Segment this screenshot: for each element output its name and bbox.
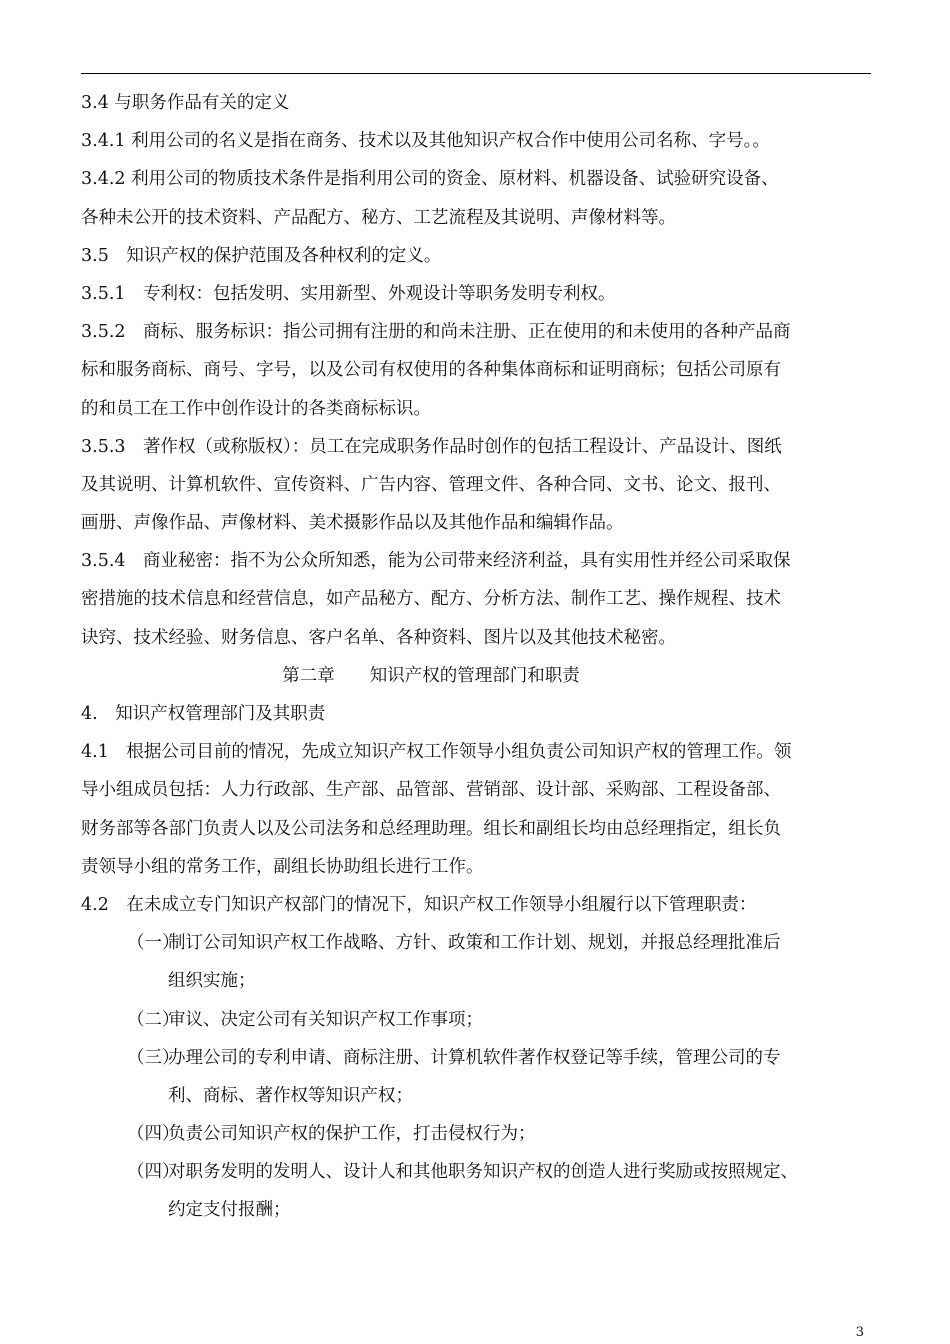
para-line: 密措施的技术信息和经营信息，如产品秘方、配方、分析方法、制作工艺、操作规程、技术 [81, 589, 781, 610]
para-line: 3.4.2 利用公司的物质技术条件是指利用公司的资金、原材料、机器设备、试验研究设备、 [81, 169, 779, 190]
duty-text: 对职务发明的发明人、设计人和其他职务知识产权的创造人进行奖励或按照规定、 [168, 1162, 798, 1183]
duty-marker: （二） [127, 1009, 180, 1030]
para-line: 3.5.1 专利权：包括发明、实用新型、外观设计等职务发明专利权。 [81, 283, 616, 304]
duty-text: 办理公司的专利申请、商标注册、计算机软件著作权登记等手续，管理公司的专 [168, 1047, 781, 1068]
header-rule [81, 73, 871, 74]
duty-item [81, 1115, 853, 1153]
document-body [81, 84, 853, 1230]
duty-marker: （四） [127, 1124, 180, 1145]
duty-marker: （一） [127, 933, 180, 954]
para-line: 导小组成员包括：人力行政部、生产部、品管部、营销部、设计部、采购部、工程设备部、 [81, 780, 781, 801]
duty-text: 制订公司知识产权工作战略、方针、政策和工作计划、规划，并报总经理批准后 [168, 933, 781, 954]
duty-item [81, 924, 853, 962]
para-line: 诀窍、技术经验、财务信息、客户名单、各种资料、图片以及其他技术秘密。 [81, 627, 676, 648]
duty-continuation: 利、商标、著作权等知识产权； [168, 1085, 413, 1106]
para-line: 及其说明、计算机软件、宣传资料、广告内容、管理文件、各种合同、文书、论文、报刊、 [81, 474, 781, 495]
para-line: 的和员工在工作中创作设计的各类商标标识。 [81, 398, 431, 419]
chapter-heading: 第二章 知识产权的管理部门和职责 [282, 665, 580, 686]
section-heading: 4. 知识产权管理部门及其职责 [81, 704, 326, 724]
para-line: 标和服务商标、商号、字号，以及公司有权使用的各种集体商标和证明商标；包括公司原有 [81, 360, 781, 381]
page-number: 3 [855, 1325, 864, 1340]
para-line: 4.2 在未成立专门知识产权部门的情况下，知识产权工作领导小组履行以下管理职责： [81, 894, 757, 915]
para-line: 3.5.4 商业秘密：指不为公众所知悉，能为公司带来经济利益，具有实用性并经公司采取保 [81, 551, 791, 572]
duty-continuation: 组织实施； [168, 971, 256, 992]
para-line: 3.5 知识产权的保护范围及各种权利的定义。 [81, 245, 442, 266]
para-line: 各种未公开的技术资料、产品配方、秘方、工艺流程及其说明、声像材料等。 [81, 207, 676, 228]
para-line: 4.1 根据公司目前的情况，先成立知识产权工作领导小组负责公司知识产权的管理工作。领 [81, 742, 792, 763]
duty-text: 审议、决定公司有关知识产权工作事项； [168, 1009, 483, 1030]
duty-item [81, 1001, 853, 1039]
duty-item [81, 1039, 853, 1077]
para-line: 3.4.1 利用公司的名义是指在商务、技术以及其他知识产权合作中使用公司名称、字号。。 [81, 131, 770, 152]
duty-marker: （三） [127, 1047, 180, 1068]
para-line: 3.5.3 著作权（或称版权）：员工在完成职务作品时创作的包括工程设计、产品设计、图纸 [81, 436, 782, 457]
para-line: 画册、声像作品、声像材料、美术摄影作品以及其他作品和编辑作品。 [81, 513, 624, 534]
duty-marker: （四） [127, 1162, 180, 1183]
para-line: 财务部等各部门负责人以及公司法务和总经理助理。组长和副组长均由总经理指定，组长负 [81, 818, 781, 839]
duty-text: 负责公司知识产权的保护工作，打击侵权行为； [168, 1124, 536, 1145]
para-line: 3.5.2 商标、服务标识：指公司拥有注册的和尚未注册、正在使用的和未使用的各种产品商 [81, 322, 791, 343]
para-line: 3.4 与职务作品有关的定义 [81, 93, 290, 113]
duty-continuation: 约定支付报酬； [168, 1200, 291, 1221]
duty-item [81, 1153, 853, 1191]
para-line: 责领导小组的常务工作，副组长协助组长进行工作。 [81, 856, 484, 877]
